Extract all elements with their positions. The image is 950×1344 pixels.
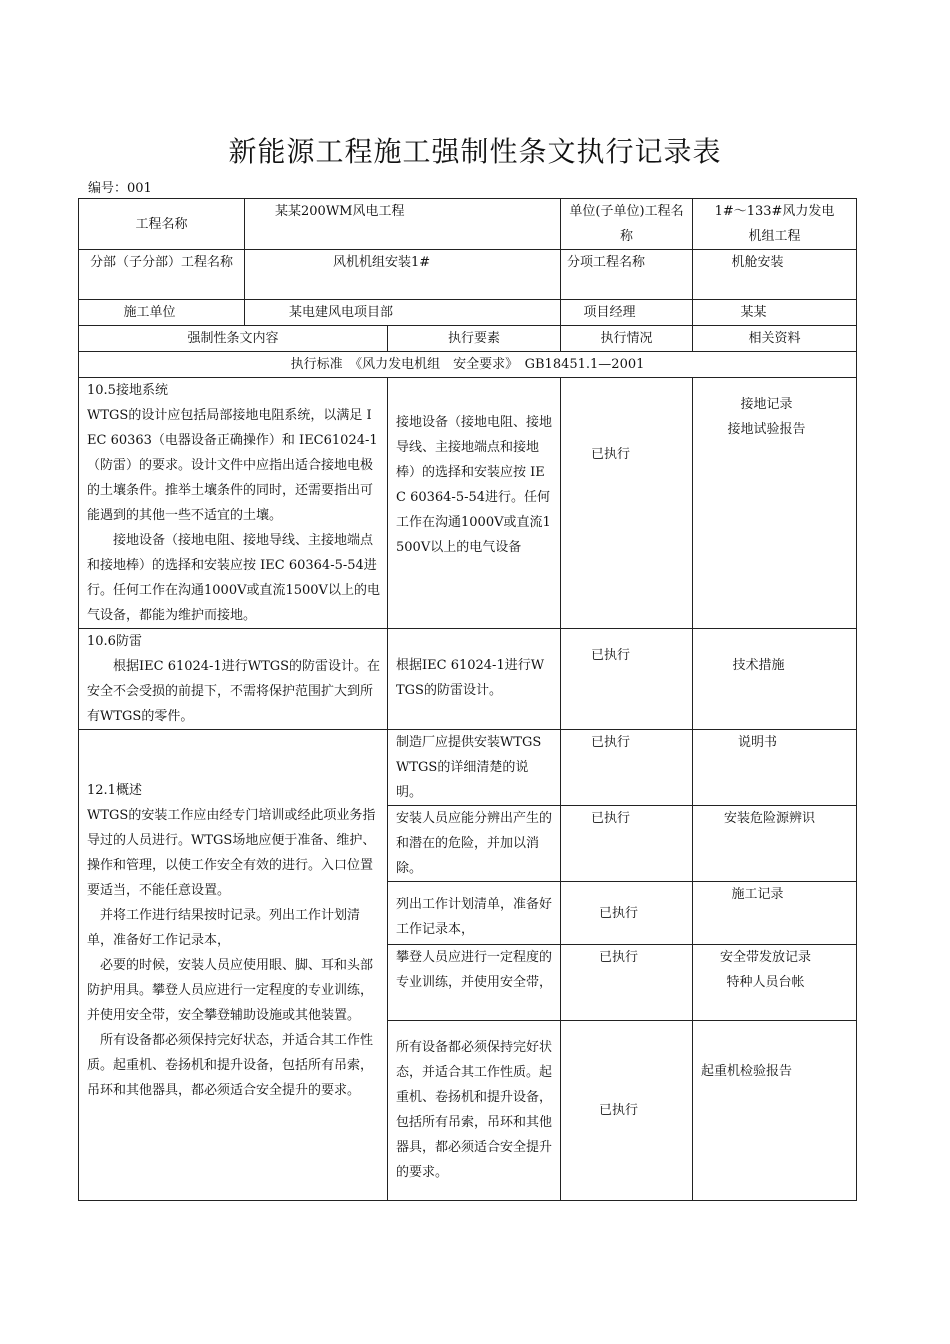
section-10-6 bbox=[79, 629, 857, 730]
item-value: 机舱安装 bbox=[693, 250, 857, 300]
doc-item: 说明书 bbox=[737, 735, 777, 750]
project-name-label: 工程名称 bbox=[79, 199, 245, 250]
unit-value: 1#～133#风力发电机组工程 bbox=[693, 199, 857, 250]
clause-title: 10.6防雷 bbox=[87, 634, 142, 649]
element-cell: 根据IEC 61024-1进行WTGS的防雷设计。 bbox=[388, 629, 561, 730]
section-12-1-row bbox=[79, 730, 857, 806]
docs-cell bbox=[693, 806, 857, 882]
status-cell: 已执行 bbox=[561, 945, 693, 1021]
item-label: 分项工程名称 bbox=[561, 250, 693, 300]
page-title: 新能源工程施工强制性条文执行记录表 bbox=[228, 135, 722, 168]
manager-label: 项目经理 bbox=[561, 300, 693, 326]
clause-paragraph: 必要的时候，安装人员应使用眼、脚、耳和头部防护用具。攀登人员应进行一定程度的专业训练，并使用安全带，安全攀登辅助设施或其他装置。 bbox=[87, 958, 374, 1023]
project-name-value: 某某200WM风电工程 bbox=[245, 199, 561, 250]
docs-cell bbox=[693, 629, 857, 730]
clause-cell bbox=[79, 730, 388, 1201]
status-cell: 已执行 bbox=[561, 629, 693, 730]
docs-cell bbox=[693, 945, 857, 1021]
clause-paragraph: WTGS的设计应包括局部接地电阻系统，以满足 IEC 60363（电器设备正确操作）和 IEC61024-1（防雷）的要求。设计文件中应指出适合接地电极的土壤条件。推举土壤条件的同时，还需要指出可能遇到的其他一些不适宜的土壤。 bbox=[87, 408, 378, 523]
row-column-headers bbox=[79, 326, 857, 352]
docs-cell bbox=[693, 378, 857, 629]
status-cell: 已执行 bbox=[561, 882, 693, 945]
element-cell: 接地设备（接地电阻、接地导线、主接地端点和接地棒）的选择和安装应按 IEC 60364-5-54进行。任何工作在沟通1000V或直流1500V以上的电气设备 bbox=[388, 378, 561, 629]
row-project bbox=[79, 199, 857, 250]
doc-item: 接地记录 bbox=[740, 397, 793, 412]
doc-item: 起重机检验报告 bbox=[701, 1064, 793, 1079]
status-cell: 已执行 bbox=[561, 730, 693, 806]
division-value: 风机机组安装1# bbox=[245, 250, 561, 300]
element-cell: 安装人员应能分辨出产生的和潜在的危险，并加以消除。 bbox=[388, 806, 561, 882]
doc-item: 安全带发放记录 bbox=[719, 950, 811, 965]
column-header-element: 执行要素 bbox=[388, 326, 561, 352]
clause-paragraph: 并将工作进行结果按时记录。列出工作计划清单，准备好工作记录本， bbox=[87, 908, 361, 948]
row-standard bbox=[79, 352, 857, 378]
unit-label: 单位(子单位)工程名 称 bbox=[561, 199, 693, 250]
doc-item: 施工记录 bbox=[731, 887, 784, 902]
record-table bbox=[78, 198, 857, 1201]
docs-cell bbox=[693, 1021, 857, 1201]
doc-item: 特种人员台帐 bbox=[726, 975, 805, 990]
element-cell: 制造厂应提供安装WTGSWTGS的详细清楚的说明。 bbox=[388, 730, 561, 806]
status-cell: 已执行 bbox=[561, 378, 693, 629]
document-number: 编号：001 bbox=[88, 181, 152, 196]
clause-title: 10.5接地系统 bbox=[87, 383, 168, 398]
section-10-5 bbox=[79, 378, 857, 629]
docs-cell bbox=[693, 882, 857, 945]
element-cell: 攀登人员应进行一定程度的专业训练，并使用安全带， bbox=[388, 945, 561, 1021]
doc-item: 接地试验报告 bbox=[727, 422, 806, 437]
clause-paragraph: 所有设备都必须保持完好状态，并适合其工作性质。起重机、卷扬机和提升设备，包括所有吊索，吊环和其他器具，都必须适合安全提升的要求。 bbox=[87, 1033, 374, 1098]
row-contractor bbox=[79, 300, 857, 326]
column-header-status: 执行情况 bbox=[561, 326, 693, 352]
doc-item: 安装危险源辨识 bbox=[723, 811, 815, 826]
clause-cell bbox=[79, 629, 388, 730]
column-header-docs: 相关资料 bbox=[693, 326, 857, 352]
clause-cell bbox=[79, 378, 388, 629]
doc-item: 技术措施 bbox=[732, 658, 785, 673]
clause-paragraph: WTGS的安装工作应由经专门培训或经此项业务指导过的人员进行。WTGS场地应便于准备、维护、操作和管理，以使工作安全有效的进行。入口位置要适当，不能任意设置。 bbox=[87, 808, 376, 898]
clause-paragraph: 根据IEC 61024-1进行WTGS的防雷设计。在安全不会受损的前提下，不需将保护范围扩大到所有WTGS的零件。 bbox=[87, 659, 381, 724]
status-cell: 已执行 bbox=[561, 1021, 693, 1201]
row-division bbox=[79, 250, 857, 300]
column-header-clause: 强制性条文内容 bbox=[79, 326, 388, 352]
division-label: 分部（子分部）工程名称 bbox=[79, 250, 245, 300]
element-cell: 列出工作计划清单，准备好工作记录本， bbox=[388, 882, 561, 945]
manager-value: 某某 bbox=[693, 300, 857, 326]
status-cell: 已执行 bbox=[561, 806, 693, 882]
docs-cell bbox=[693, 730, 857, 806]
element-cell: 所有设备都必须保持完好状态，并适合其工作性质。起重机、卷扬机和提升设备，包括所有吊索，吊环和其他器具，都必须适合安全提升的要求。 bbox=[388, 1021, 561, 1201]
execution-standard: 执行标准 《风力发电机组 安全要求》 GB18451.1—2001 bbox=[79, 352, 857, 378]
contractor-value: 某电建风电项目部 bbox=[245, 300, 561, 326]
clause-title: 12.1概述 bbox=[87, 783, 142, 798]
contractor-label: 施工单位 bbox=[79, 300, 245, 326]
clause-paragraph: 接地设备（接地电阻、接地导线、主接地端点和接地棒）的选择和安装应按 IEC 60364-5-54进行。任何工作在沟通1000V或直流1500V以上的电气设备，都能为维护而接地。 bbox=[87, 533, 380, 623]
